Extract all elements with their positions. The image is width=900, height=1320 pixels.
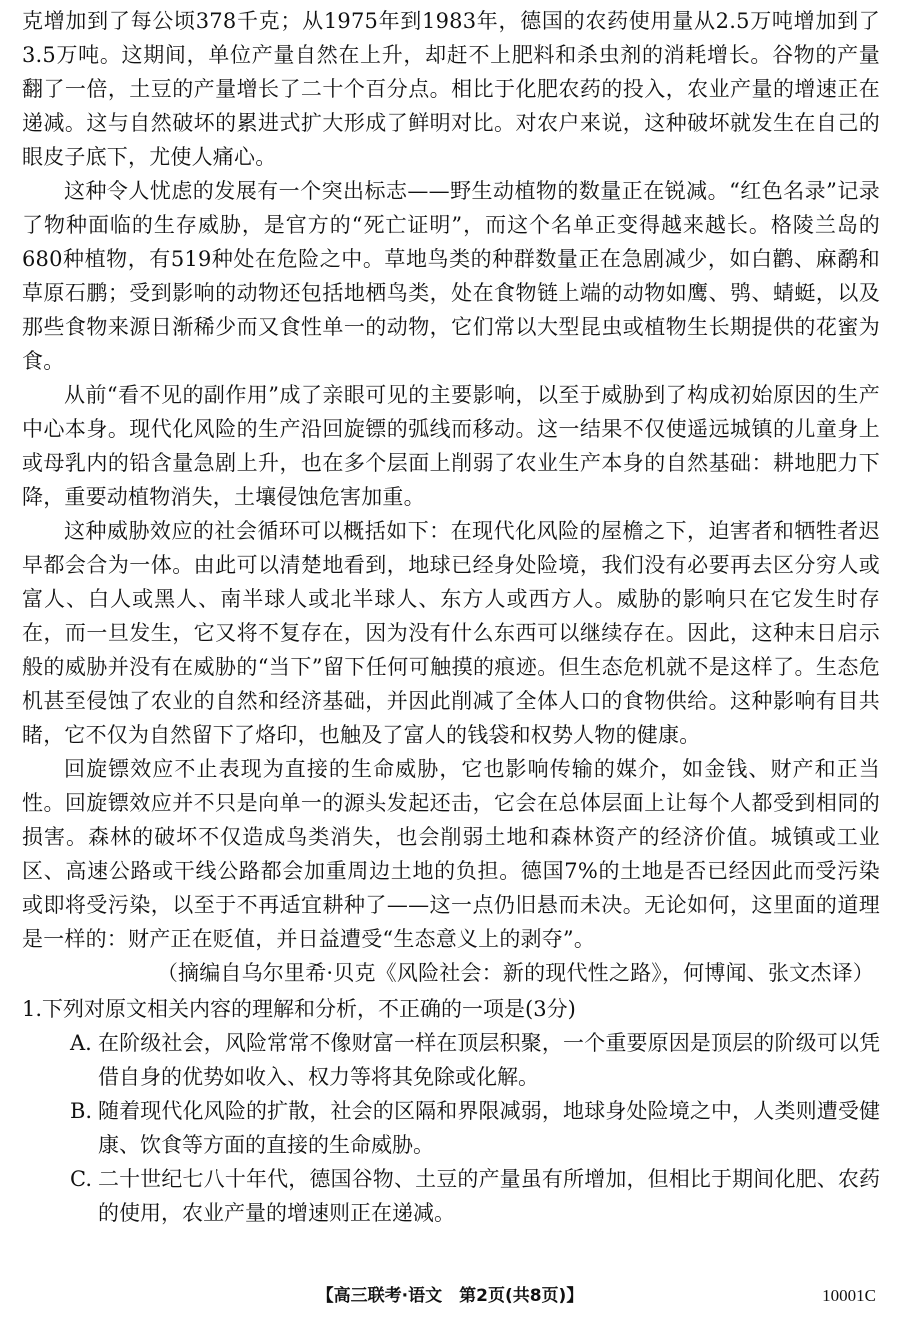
source-attribution: （摘编自乌尔里希·贝克《风险社会：新的现代性之路》，何博闻、张文杰译） — [156, 961, 874, 985]
paragraph-3: 从前“看不见的副作用”成了亲眼可见的主要影响，以至于威胁到了构成初始原因的生产中心本身。现代化风险的生产沿回旋镖的弧线而移动。这一结果不仅使遥远城镇的儿童身上或母乳内的铅含量急剧上升，也在多个层面上削弱了农业生产本身的自然基础：耕地肥力下降，重要动植物消失，土壤侵蚀危害加重。 — [22, 383, 880, 509]
option-text: 在阶级社会，风险常常不像财富一样在顶层积聚，一个重要原因是顶层的阶级可以凭借自身的优势如收入、权力等将其免除或化解。 — [98, 1031, 880, 1089]
paragraph-2: 这种令人忧虑的发展有一个突出标志——野生动植物的数量正在锐减。“红色名录”记录了物种面临的生存威胁，是官方的“死亡证明”，而这个名单正变得越来越长。格陵兰岛的680种植物，有519种处在危险之中。草地鸟类的种群数量正在急剧减少，如白鹳、麻鹬和草原石鹏；受到影响的动物还包括地栖鸟类，处在食物链上端的动物如鹰、鸮、蜻蜓，以及那些食物来源日渐稀少而又食性单一的动物，它们常以大型昆虫或植物生长期提供的花蜜为食。 — [22, 179, 880, 373]
option-c — [22, 1162, 880, 1230]
paragraph-4: 这种威胁效应的社会循环可以概括如下：在现代化风险的屋檐之下，迫害者和牺牲者迟早都会合为一体。由此可以清楚地看到，地球已经身处险境，我们没有必要再去区分穷人或富人、白人或黑人、南半球人或北半球人、东方人或西方人。威胁的影响只在它发生时存在，而一旦发生，它又将不复存在，因为没有什么东西可以继续存在。因此，这种末日启示般的威胁并没有在威胁的“当下”留下任何可触摸的痕迹。但生态危机就不是这样了。生态危机甚至侵蚀了农业的自然和经济基础，并因此削减了全体人口的食物供给。这种影响有目共睹，它不仅为自然留下了烙印，也触及了富人的钱袋和权势人物的健康。 — [22, 519, 880, 747]
option-text: 随着现代化风险的扩散，社会的区隔和界限减弱，地球身处险境之中，人类则遭受健康、饮食等方面的直接的生命威胁。 — [98, 1099, 880, 1157]
option-label: B. — [70, 1099, 93, 1123]
option-label: C. — [70, 1167, 92, 1191]
page-footer — [0, 1281, 900, 1311]
option-label: A. — [70, 1031, 92, 1055]
question-stem: 1.下列对原文相关内容的理解和分析，不正确的一项是(3分) — [22, 997, 576, 1021]
option-a — [22, 1026, 880, 1094]
option-b — [22, 1094, 880, 1162]
reading-passage — [22, 4, 880, 1230]
footer-exam-code: 10001C — [822, 1286, 876, 1305]
footer-page-info: 【高三联考·语文 第2页(共8页)】 — [316, 1286, 584, 1306]
option-text: 二十世纪七八十年代，德国谷物、土豆的产量虽有所增加，但相比于期间化肥、农药的使用，农业产量的增速则正在递减。 — [98, 1167, 880, 1225]
paragraph-1: 克增加到了每公顷378千克；从1975年到1983年，德国的农药使用量从2.5万吨增加到了3.5万吨。这期间，单位产量自然在上升，却赶不上肥料和杀虫剂的消耗增长。谷物的产量翻了一倍，土豆的产量增长了二十个百分点。相比于化肥农药的投入，农业产量的增速正在递减。这与自然破坏的累进式扩大形成了鲜明对比。对农户来说，这种破坏就发生在自己的眼皮子底下，尤使人痛心。 — [22, 9, 880, 169]
question-1 — [22, 992, 880, 1230]
paragraph-5: 回旋镖效应不止表现为直接的生命威胁，它也影响传输的媒介，如金钱、财产和正当性。回旋镖效应并不只是向单一的源头发起还击，它会在总体层面上让每个人都受到相同的损害。森林的破坏不仅造成鸟类消失，也会削弱土地和森林资产的经济价值。城镇或工业区、高速公路或干线公路都会加重周边土地的负担。德国7%的土地是否已经因此而受污染或即将受污染，以至于不再适宜耕种了——这一点仍旧悬而未决。无论如何，这里面的道理是一样的：财产正在贬值，并日益遭受“生态意义上的剥夺”。 — [22, 757, 880, 951]
